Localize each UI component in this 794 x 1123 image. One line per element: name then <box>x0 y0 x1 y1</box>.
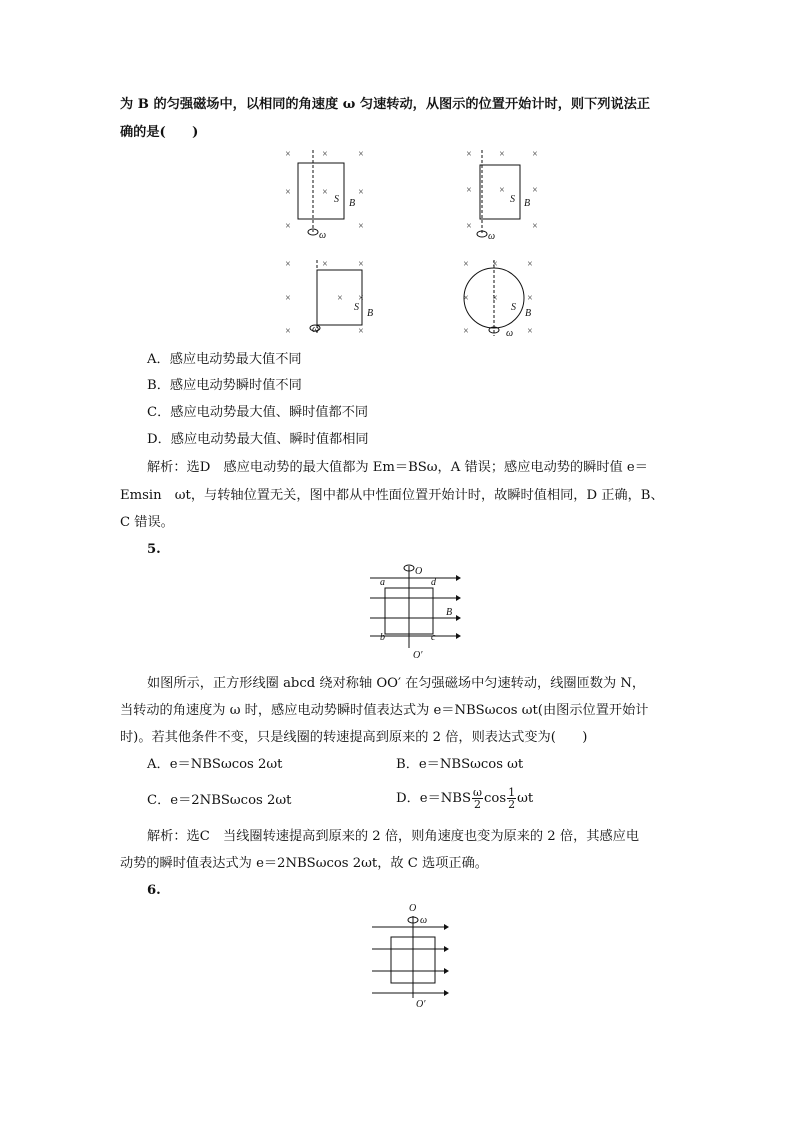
svg-text:×: × <box>285 326 291 337</box>
q4-stem-line2: 确的是( ) <box>120 125 199 140</box>
svg-text:×: × <box>358 326 364 337</box>
svg-text:×: × <box>492 259 498 270</box>
svg-text:×: × <box>527 259 533 270</box>
q5-stem-line2: 当转动的角速度为 ω 时，感应电动势瞬时值表达式为 e＝NBSωcos ωt(由图示位置开始计 <box>120 703 649 718</box>
q4-analysis-line3: C 错误。 <box>120 515 174 530</box>
svg-text:×: × <box>532 185 538 196</box>
q5-analysis-line2: 动势的瞬时值表达式为 e＝2NBSωcos 2ωt，故 C 选项正确。 <box>120 856 488 871</box>
q5-analysis-line1: 解析：选C 当线圈转速提高到原来的 2 倍，则角速度也变为原来的 2 倍，其感应电 <box>147 829 640 844</box>
q5-option-d-frac1-den: 2 <box>474 798 482 811</box>
q4-analysis-line2: Emsin ωt，与转轴位置无关，图中都从中性面位置开始计时，故瞬时值相同，D 正确，B、 <box>120 488 664 503</box>
q5-option-d-frac1 <box>472 787 483 810</box>
q4-fig3-omega-label: ω <box>312 324 320 335</box>
q5-option-d-mid: cos <box>484 791 507 806</box>
q5-option-d-frac2-num: 1 <box>508 786 516 799</box>
svg-text:×: × <box>466 221 472 232</box>
q4-fig4-s-label: S <box>511 302 516 313</box>
q4-field-crosses <box>285 149 538 337</box>
svg-text:×: × <box>466 185 472 196</box>
q5-field-label: B <box>446 607 453 618</box>
q6-omega-label: ω <box>420 915 428 926</box>
svg-text:×: × <box>532 221 538 232</box>
q4-stem-line1: 为 B 的匀强磁场中，以相同的角速度 ω 匀速转动，从图示的位置开始计时，则下列说法正 <box>120 97 651 112</box>
svg-text:×: × <box>466 149 472 160</box>
q5-stem-line1: 如图所示，正方形线圈 abcd 绕对称轴 OO′ 在匀强磁场中匀速转动，线圈匝数为 N， <box>147 676 646 691</box>
q4-analysis-line1: 解析：选D 感应电动势的最大值都为 Em＝BSω，A 错误；感应电动势的瞬时值 e＝ <box>147 460 648 475</box>
q4-fig1-s-label: S <box>334 194 339 205</box>
svg-text:×: × <box>358 259 364 270</box>
svg-text:×: × <box>285 293 291 304</box>
svg-text:×: × <box>358 187 364 198</box>
svg-text:×: × <box>499 185 505 196</box>
q4-fig4-b-label: B <box>525 308 532 319</box>
q4-fig3-b-label: B <box>367 308 374 319</box>
q4-figures <box>270 140 570 350</box>
q4-fig1-coil <box>298 163 344 219</box>
q4-option-d: D．感应电动势最大值、瞬时值都相同 <box>147 432 369 447</box>
q5-o-label: O <box>415 566 423 577</box>
svg-text:×: × <box>499 149 505 160</box>
q4-option-c: C．感应电动势最大值、瞬时值都不同 <box>147 405 369 420</box>
q4-fig1-b-label: B <box>349 198 356 209</box>
q5-option-a: A．e＝NBSωcos 2ωt <box>147 757 283 772</box>
q4-fig2-omega-label: ω <box>488 231 496 242</box>
q5-o-prime-label: O′ <box>413 650 423 661</box>
svg-text:×: × <box>358 149 364 160</box>
svg-text:×: × <box>527 326 533 337</box>
q5-option-d <box>396 782 533 816</box>
q4-fig3-s-label: S <box>354 302 359 313</box>
svg-text:×: × <box>358 293 364 304</box>
svg-text:×: × <box>527 293 533 304</box>
q5-option-d-prefix: D．e＝NBS <box>396 791 472 806</box>
q4-fig4-omega-label: ω <box>506 328 514 339</box>
svg-text:×: × <box>285 149 291 160</box>
q4-fig1-rotation-icon <box>308 229 318 235</box>
svg-text:×: × <box>322 149 328 160</box>
q5-b-label: b <box>380 632 385 643</box>
q5-option-b: B．e＝NBSωcos ωt <box>396 757 524 772</box>
q5-stem-line3: 时)。若其他条件不变，只是线圈的转速提高到原来的 2 倍，则表达式变为( ) <box>120 730 588 745</box>
svg-text:×: × <box>322 187 328 198</box>
q5-d-label: d <box>431 577 436 588</box>
svg-text:×: × <box>285 187 291 198</box>
q5-a-label: a <box>380 577 385 588</box>
q6-number: 6. <box>147 883 161 898</box>
svg-text:×: × <box>463 293 469 304</box>
q5-option-d-frac2-den: 2 <box>508 798 516 811</box>
svg-text:×: × <box>463 326 469 337</box>
svg-text:×: × <box>285 259 291 270</box>
q5-option-d-frac2 <box>507 787 516 810</box>
q6-figure <box>364 900 464 1010</box>
q4-fig2-b-label: B <box>524 198 531 209</box>
svg-text:×: × <box>337 293 343 304</box>
q5-option-d-suffix: ωt <box>517 791 534 806</box>
q5-option-c: C．e＝2NBSωcos 2ωt <box>147 793 292 808</box>
q5-option-d-frac1-num: ω <box>473 786 483 799</box>
svg-text:×: × <box>492 293 498 304</box>
q4-fig1-omega-label: ω <box>319 230 327 241</box>
svg-text:×: × <box>532 149 538 160</box>
q5-figure <box>360 560 470 665</box>
q4-fig2-s-label: S <box>510 194 515 205</box>
q5-c-label: c <box>431 632 436 643</box>
q6-o-label: O <box>409 903 417 914</box>
q5-number: 5. <box>147 542 161 557</box>
svg-text:×: × <box>463 259 469 270</box>
svg-text:×: × <box>358 221 364 232</box>
q6-o-prime-label: O′ <box>416 999 426 1010</box>
svg-text:×: × <box>322 259 328 270</box>
q4-option-b: B．感应电动势瞬时值不同 <box>147 378 302 393</box>
svg-text:×: × <box>285 221 291 232</box>
q4-option-a: A．感应电动势最大值不同 <box>147 352 302 367</box>
